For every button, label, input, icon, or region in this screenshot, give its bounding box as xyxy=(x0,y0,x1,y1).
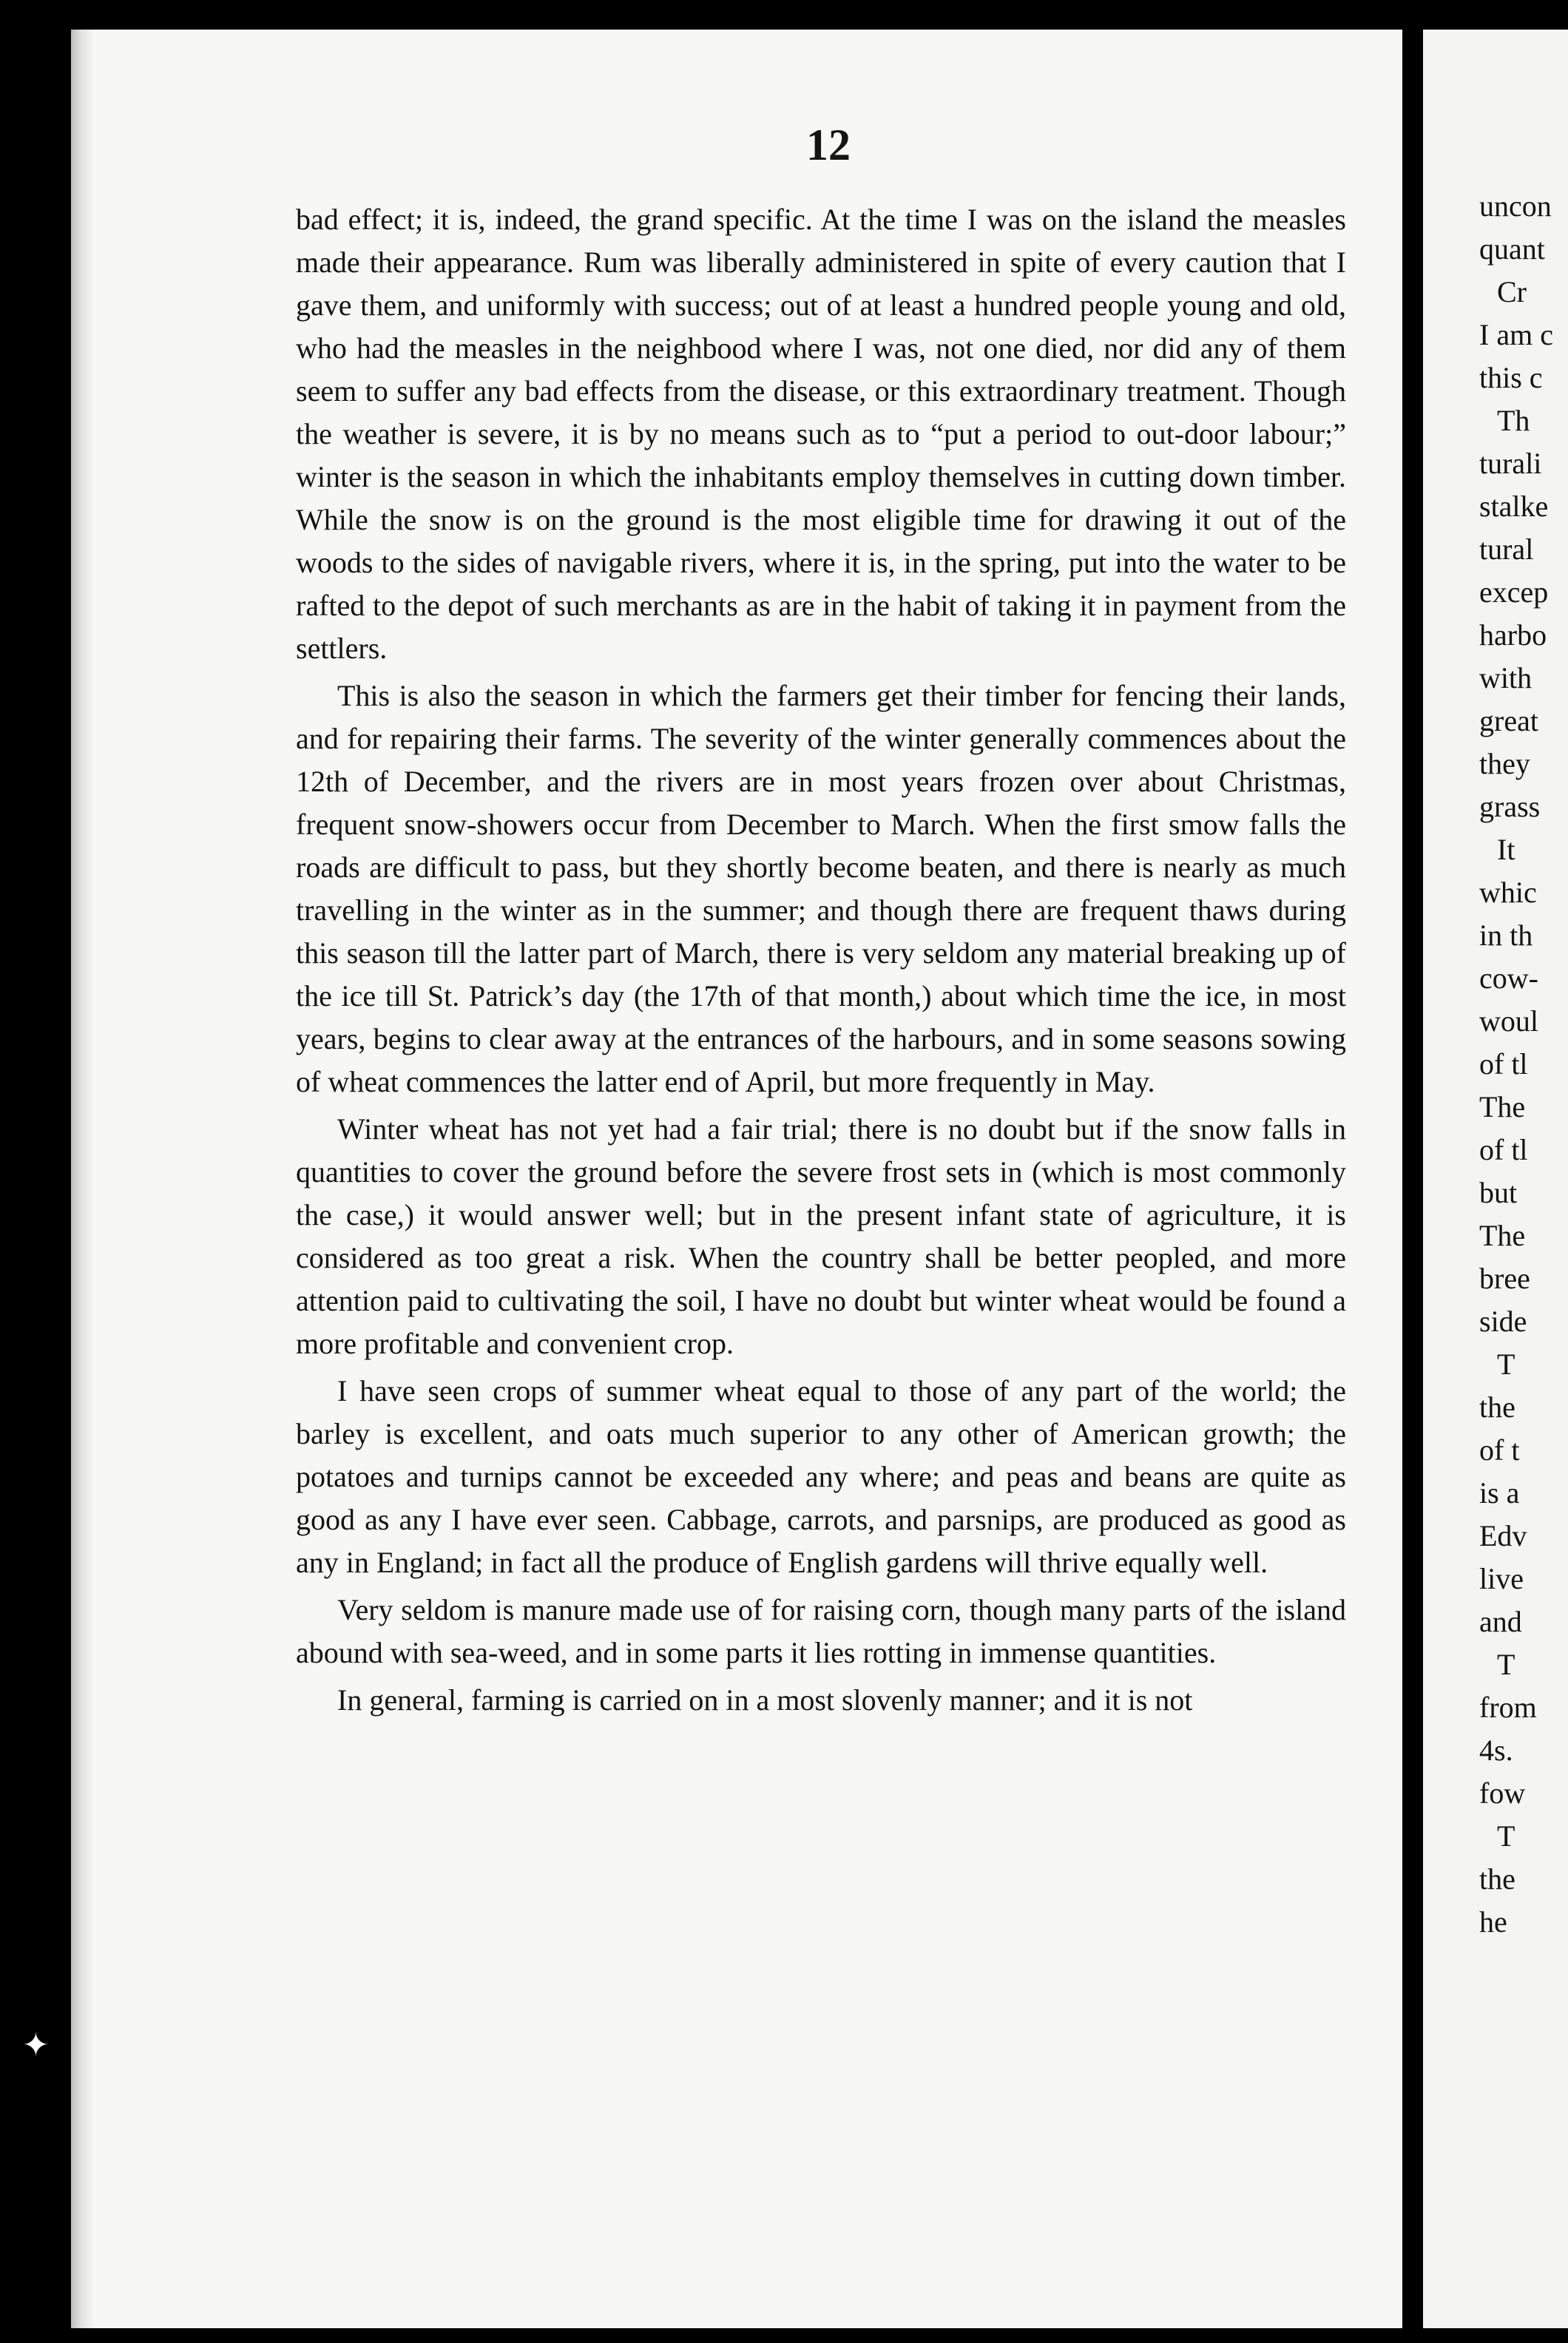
facing-page-line: excep xyxy=(1479,575,1549,609)
facing-page-line: the xyxy=(1479,1862,1515,1896)
facing-page-line: bree xyxy=(1479,1262,1530,1295)
margin-mark-icon: ✦ xyxy=(22,2027,50,2063)
facing-page-line: cow- xyxy=(1479,961,1538,995)
facing-page-line: of tl xyxy=(1479,1133,1528,1166)
facing-page-line: from xyxy=(1479,1691,1537,1724)
facing-page-line: fow xyxy=(1479,1776,1526,1810)
facing-page-text xyxy=(1479,185,1568,1944)
facing-page-line: stalke xyxy=(1479,490,1549,523)
facing-page-line: he xyxy=(1479,1905,1507,1938)
page-edge xyxy=(71,30,93,2328)
facing-page-line: of tl xyxy=(1479,1047,1528,1081)
paragraph: Very seldom is manure made use of for raising corn, though many parts of the island abound with sea-weed, and in some parts it lies rotting in immense quantities. xyxy=(296,1593,1346,1669)
paragraph: This is also the season in which the farmers get their timber for fencing their lands, and for repairing their farms. The severity of the winter generally commences about the 12th of December, and the rivers are in most years frozen over about Christmas, frequent snow-showers occur from December to March. When the first smow falls the roads are difficult to pass, but they shortly become beaten, and there is nearly as much travelling in the winter as in the summer; and though there are frequent thaws during this season till the latter part of March, there is very seldom any material breaking up of the ice till St. Patrick’s day (the 17th of that month,) about which time the ice, in most years, begins to clear away at the entrances of the harbours, and in some seasons sowing of wheat commences the latter end of April, but more frequently in May. xyxy=(296,679,1346,1098)
paragraph: bad effect; it is, indeed, the grand specific. At the time I was on the island the measles made their appearance. Rum was liberally administered in spite of every caution that I gave them, and uniformly with success; out of at least a hundred people young and old, who had the measles in the neighbood where I was, not one died, nor did any of them seem to suffer any bad effects from the disease, or this extraordinary treatment. Though the weather is severe, it is by no means such as to “put a period to out-door labour;” winter is the season in which the inhabitants employ themselves in cutting down timber. While the snow is on the ground is the most eligible time for drawing it out of the woods to the sides of navigable rivers, where it is, in the spring, put into the water to be rafted to the depot of such merchants as are in the habit of taking it in payment from the settlers. xyxy=(296,203,1346,665)
page-body xyxy=(296,198,1346,1726)
paragraph: In general, farming is carried on in a most slovenly manner; and it is not xyxy=(337,1683,1193,1717)
paragraph: I have seen crops of summer wheat equal to those of any part of the world; the barley is excellent, and oats much superior to any other of American growth; the potatoes and turnips cannot be exceeded any where; and peas and beans are quite as good as any I have ever seen. Cabbage, carrots, and parsnips, are produced as good as any in England; in fact all the produce of English gardens will thrive equally well. xyxy=(296,1374,1346,1579)
facing-page-line: great xyxy=(1479,704,1538,737)
facing-page-line: side xyxy=(1479,1305,1527,1338)
book-gutter xyxy=(1402,0,1423,2343)
facing-page-line: live xyxy=(1479,1562,1524,1595)
facing-page-line: with xyxy=(1479,661,1532,694)
facing-page-line: T xyxy=(1497,1348,1515,1381)
page-number: 12 xyxy=(806,121,851,169)
facing-page-line: of t xyxy=(1479,1433,1520,1467)
facing-page-line: they xyxy=(1479,747,1530,780)
scan-border xyxy=(0,2328,1568,2343)
facing-page-line: the xyxy=(1479,1390,1515,1424)
facing-page-line: and xyxy=(1479,1605,1522,1638)
facing-page-line: whic xyxy=(1479,876,1537,909)
facing-page-line: woul xyxy=(1479,1004,1538,1038)
facing-page-line: quant xyxy=(1479,232,1545,266)
facing-page-line: T xyxy=(1497,1819,1515,1853)
facing-page-line: The xyxy=(1479,1219,1526,1252)
facing-page-line: harbo xyxy=(1479,618,1547,652)
paragraph: Winter wheat has not yet had a fair trial; there is no doubt but if the snow falls in quantities to cover the ground before the severe frost sets in (which is most commonly the case,) it would answer well; but in the present infant state of agriculture, it is considered as too great a risk. When the country shall be better peopled, and more attention paid to cultivating the soil, I have no doubt but winter wheat would be found a more profitable and convenient crop. xyxy=(296,1112,1346,1360)
facing-page-line: tural xyxy=(1479,532,1534,566)
facing-page-line: turali xyxy=(1479,447,1542,480)
facing-page-line: Th xyxy=(1497,404,1530,437)
facing-page-line: this c xyxy=(1479,361,1543,394)
facing-page-line: but xyxy=(1479,1176,1518,1209)
facing-page-line: The xyxy=(1479,1090,1526,1123)
facing-page-line: grass xyxy=(1479,790,1541,823)
facing-page-line: uncon xyxy=(1479,189,1552,223)
facing-page-line: in th xyxy=(1479,919,1533,952)
facing-page-line: is a xyxy=(1479,1476,1520,1509)
facing-page-line: 4s. xyxy=(1479,1734,1513,1767)
facing-page-line: It xyxy=(1497,833,1515,866)
facing-page-line: I am c xyxy=(1479,318,1553,351)
facing-page-line: Cr xyxy=(1497,275,1527,308)
facing-page-line: T xyxy=(1497,1648,1515,1681)
facing-page-line: Edv xyxy=(1479,1519,1527,1552)
